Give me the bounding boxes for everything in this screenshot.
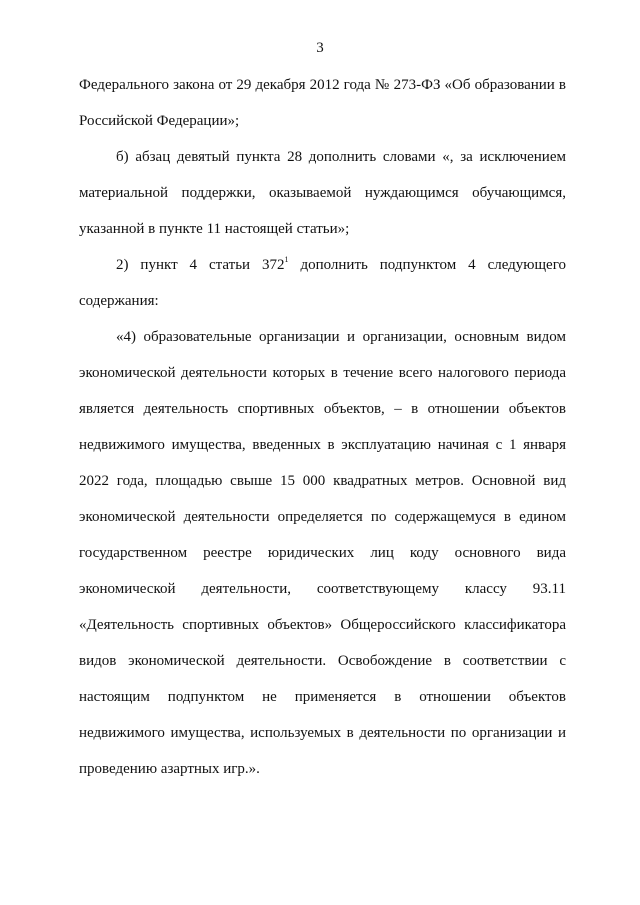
text-line: 2022 года, площадью свыше 15 000 квадратных метров. Основной вид	[79, 473, 566, 489]
text-line: материальной поддержки, оказываемой нуждающимся обучающимся,	[79, 185, 566, 201]
superscript: 1	[284, 255, 289, 264]
text-line: б) абзац девятый пункта 28 дополнить словами «, за исключением	[116, 149, 566, 165]
text-line: экономической деятельности которых в течение всего налогового периода	[79, 365, 566, 381]
text-line: недвижимого имущества, введенных в эксплуатацию начиная с 1 января	[79, 437, 566, 453]
text-line: экономической деятельности, соответствующему классу 93.11	[79, 581, 566, 597]
text-segment: 2) пункт 4 статьи 372	[116, 257, 285, 273]
text-line-with-superscript	[79, 247, 566, 283]
text-line: видов экономической деятельности. Освобождение в соответствии с	[79, 653, 566, 669]
text-line: «4) образовательные организации и организации, основным видом	[116, 329, 566, 345]
text-segment: дополнить подпунктом 4 следующего	[288, 257, 566, 273]
text-line: является деятельность спортивных объектов, – в отношении объектов	[79, 401, 566, 417]
text-line: настоящим подпунктом не применяется в отношении объектов	[79, 689, 566, 705]
document-body	[79, 67, 566, 787]
text-line: недвижимого имущества, используемых в деятельности по организации и	[79, 725, 566, 741]
text-line: Российской Федерации»;	[79, 113, 240, 129]
text-line: указанной в пункте 11 настоящей статьи»;	[79, 221, 350, 237]
text-line: государственном реестре юридических лиц коду основного вида	[79, 545, 566, 561]
text-line: содержания:	[79, 293, 159, 309]
text-line: проведению азартных игр.».	[79, 761, 260, 777]
text-line: экономической деятельности определяется по содержащемуся в едином	[79, 509, 566, 525]
text-line: Федерального закона от 29 декабря 2012 года № 273-ФЗ «Об образовании в	[79, 77, 566, 93]
text-line: «Деятельность спортивных объектов» Общероссийского классификатора	[79, 617, 566, 633]
page-number: 3	[316, 40, 324, 56]
